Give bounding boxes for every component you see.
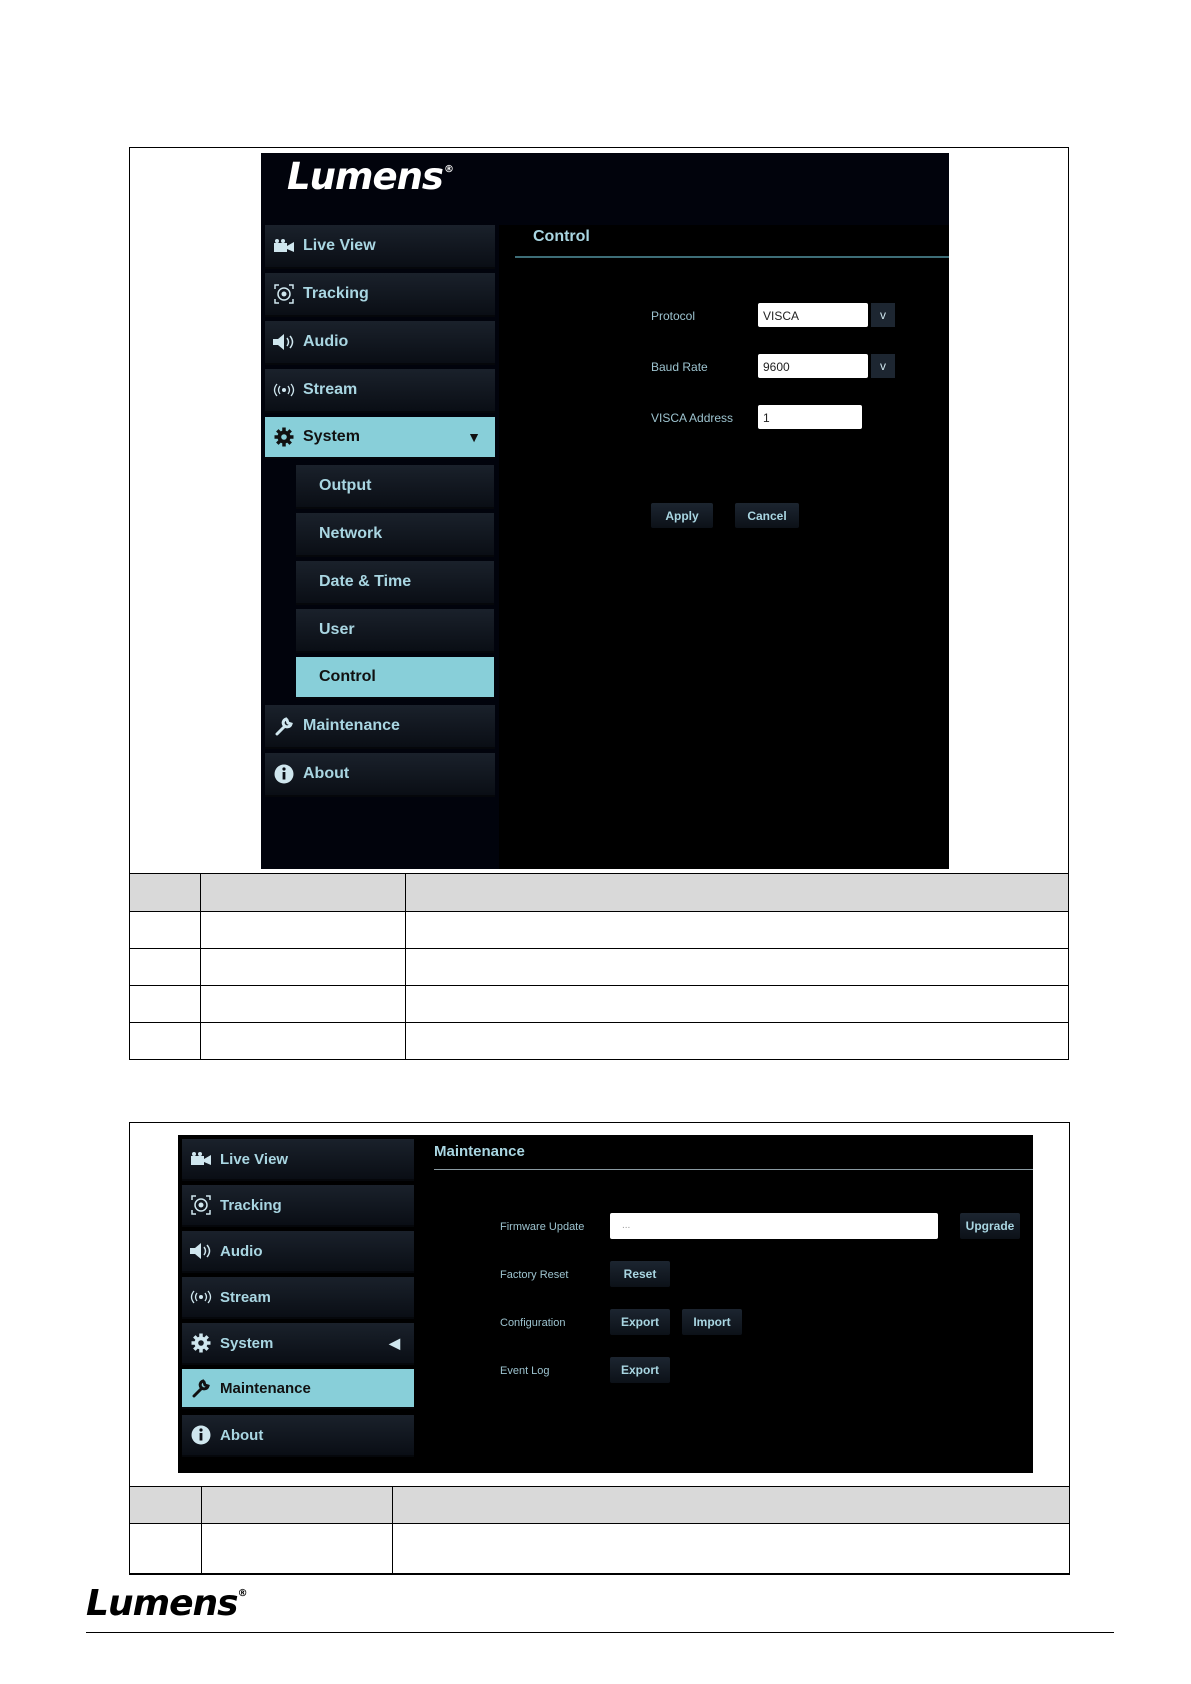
factory-reset-label: Factory Reset xyxy=(500,1269,569,1281)
table-row xyxy=(130,912,1069,949)
event-log-export-button[interactable]: Export xyxy=(610,1357,670,1383)
nav-live-view-label: Live View xyxy=(303,237,376,254)
nav-maintenance-label: Maintenance xyxy=(303,717,400,734)
speaker-icon xyxy=(273,331,295,353)
apply-button[interactable]: Apply xyxy=(651,503,713,528)
control-figure-box xyxy=(129,147,1069,1060)
info-icon xyxy=(273,763,295,785)
camera-icon xyxy=(273,235,295,257)
nav-about-label: About xyxy=(303,765,350,782)
nav-maintenance-label: Maintenance xyxy=(220,1379,311,1397)
camera-icon xyxy=(190,1148,212,1170)
firmware-file-placeholder: ... xyxy=(622,1220,631,1231)
footer-divider xyxy=(86,1632,1114,1633)
gear-icon xyxy=(273,426,295,448)
table-row xyxy=(130,949,1069,986)
target-icon xyxy=(190,1194,212,1216)
nav-live-view-label: Live View xyxy=(220,1150,289,1168)
baud-rate-select[interactable] xyxy=(758,354,868,378)
config-import-button[interactable]: Import xyxy=(682,1309,742,1335)
target-icon xyxy=(273,283,295,305)
subnav-network[interactable] xyxy=(296,513,494,557)
page-title: Control xyxy=(533,228,590,245)
nav-audio[interactable] xyxy=(182,1231,414,1273)
subnav-network-label: Network xyxy=(319,525,383,542)
lumens-logo: Lumens® xyxy=(287,155,453,198)
nav-stream-label: Stream xyxy=(303,381,358,398)
nav-system-label: System xyxy=(220,1334,274,1352)
nav-system[interactable] xyxy=(182,1323,414,1365)
nav-audio-label: Audio xyxy=(220,1242,263,1260)
reset-button[interactable]: Reset xyxy=(610,1261,670,1287)
title-divider xyxy=(515,256,949,258)
baud-rate-value: 9600 xyxy=(763,360,790,374)
nav-live-view[interactable] xyxy=(182,1139,414,1181)
caret-left-icon: ◀ xyxy=(389,1334,400,1351)
table-header-row xyxy=(130,1487,1070,1524)
visca-address-label: VISCA Address xyxy=(651,411,734,425)
baud-rate-dropdown-button[interactable]: v xyxy=(871,354,895,378)
nav-maintenance[interactable] xyxy=(265,705,495,749)
broadcast-icon xyxy=(190,1286,212,1308)
control-parameter-table xyxy=(129,873,1069,1060)
nav-tracking-label: Tracking xyxy=(303,285,369,302)
visca-address-value: 1 xyxy=(763,411,770,425)
subnav-control[interactable] xyxy=(296,657,494,699)
subnav-date-time-label: Date & Time xyxy=(319,573,412,590)
nav-audio[interactable] xyxy=(265,321,495,365)
footer-lumens-logo: Lumens® xyxy=(86,1583,247,1624)
table-row xyxy=(130,1023,1069,1060)
nav-stream[interactable] xyxy=(182,1277,414,1319)
nav-system-label: System xyxy=(303,428,360,445)
wrench-icon xyxy=(273,715,295,737)
config-export-button[interactable]: Export xyxy=(610,1309,670,1335)
nav-about-label: About xyxy=(220,1426,264,1444)
subnav-output[interactable] xyxy=(296,465,494,509)
protocol-label: Protocol xyxy=(651,309,696,323)
maintenance-parameter-table xyxy=(129,1486,1070,1575)
visca-address-input[interactable] xyxy=(758,405,862,429)
nav-audio-label: Audio xyxy=(303,333,349,350)
maintenance-screenshot xyxy=(178,1135,1033,1473)
sidebar-nav xyxy=(265,225,495,825)
upgrade-button[interactable]: Upgrade xyxy=(960,1213,1020,1239)
protocol-select[interactable] xyxy=(758,303,868,327)
subnav-output-label: Output xyxy=(319,477,372,494)
gear-icon xyxy=(190,1332,212,1354)
nav-tracking-label: Tracking xyxy=(220,1196,282,1214)
event-log-label: Event Log xyxy=(500,1365,550,1377)
control-screenshot xyxy=(261,153,949,869)
info-icon xyxy=(190,1424,212,1446)
sidebar-nav xyxy=(182,1139,414,1469)
protocol-value: VISCA xyxy=(763,309,800,323)
subnav-control-label: Control xyxy=(319,668,376,685)
nav-stream[interactable] xyxy=(265,369,495,413)
subnav-user[interactable] xyxy=(296,609,494,653)
nav-maintenance[interactable] xyxy=(182,1369,414,1409)
maintenance-figure-box xyxy=(129,1122,1070,1574)
subnav-date-time[interactable] xyxy=(296,561,494,605)
nav-tracking[interactable] xyxy=(265,273,495,317)
nav-live-view[interactable] xyxy=(265,225,495,269)
wrench-icon xyxy=(190,1377,212,1399)
baud-rate-label: Baud Rate xyxy=(651,360,708,374)
table-header-row xyxy=(130,874,1069,912)
nav-about[interactable] xyxy=(265,753,495,797)
broadcast-icon xyxy=(273,379,295,401)
table-row xyxy=(130,986,1069,1023)
nav-system[interactable] xyxy=(265,417,495,459)
configuration-label: Configuration xyxy=(500,1317,566,1329)
firmware-file-input[interactable] xyxy=(610,1213,938,1239)
nav-tracking[interactable] xyxy=(182,1185,414,1227)
cancel-button[interactable]: Cancel xyxy=(735,503,799,528)
speaker-icon xyxy=(190,1240,212,1262)
protocol-dropdown-button[interactable]: v xyxy=(871,303,895,327)
nav-about[interactable] xyxy=(182,1415,414,1457)
firmware-update-label: Firmware Update xyxy=(500,1221,585,1233)
table-row xyxy=(130,1524,1070,1575)
nav-stream-label: Stream xyxy=(220,1288,271,1306)
page-title: Maintenance xyxy=(434,1143,525,1160)
caret-down-icon: ▼ xyxy=(467,429,481,445)
title-divider xyxy=(434,1169,1033,1170)
subnav-user-label: User xyxy=(319,621,355,638)
